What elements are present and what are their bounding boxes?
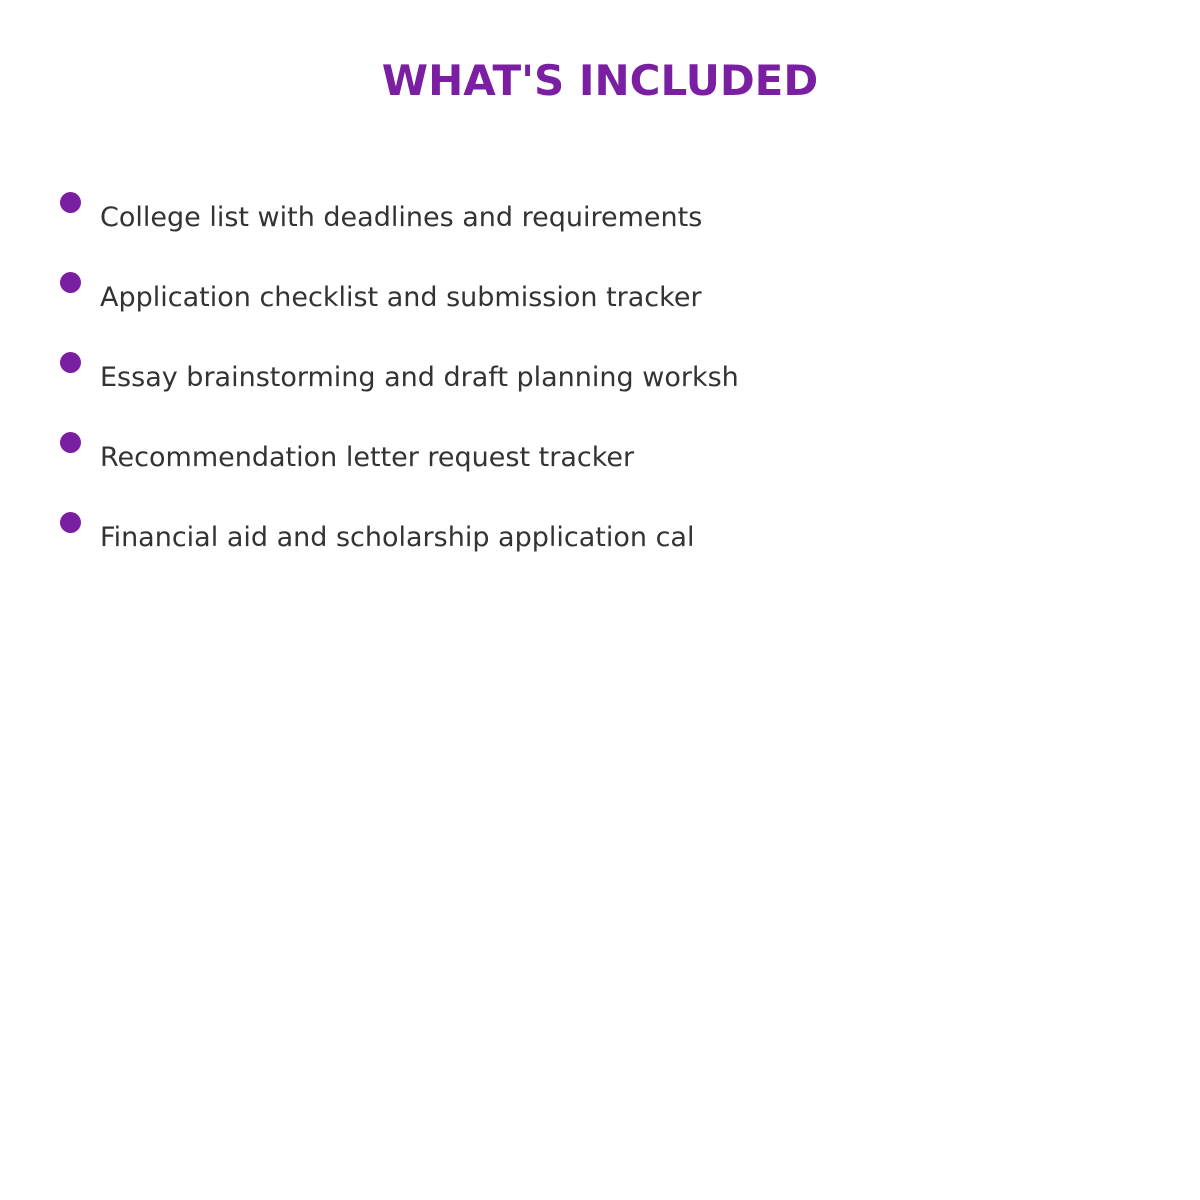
list-item-label: College list with deadlines and requirements xyxy=(100,202,703,233)
bullet-icon xyxy=(60,192,81,213)
bullet-icon xyxy=(60,512,81,533)
page-title: WHAT'S INCLUDED xyxy=(381,56,819,105)
list-item xyxy=(0,352,1200,412)
list-item xyxy=(0,512,1200,572)
list-item xyxy=(0,272,1200,332)
bullet-icon xyxy=(60,352,81,373)
list-item xyxy=(0,192,1200,252)
list-item-label: Financial aid and scholarship application cal xyxy=(100,522,695,553)
bullet-icon xyxy=(60,272,81,293)
list-item xyxy=(0,432,1200,492)
list-item-label: Essay brainstorming and draft planning worksh xyxy=(100,362,739,393)
bullet-icon xyxy=(60,432,81,453)
list-item-label: Application checklist and submission tracker xyxy=(100,282,702,313)
list-item-label: Recommendation letter request tracker xyxy=(100,442,635,473)
